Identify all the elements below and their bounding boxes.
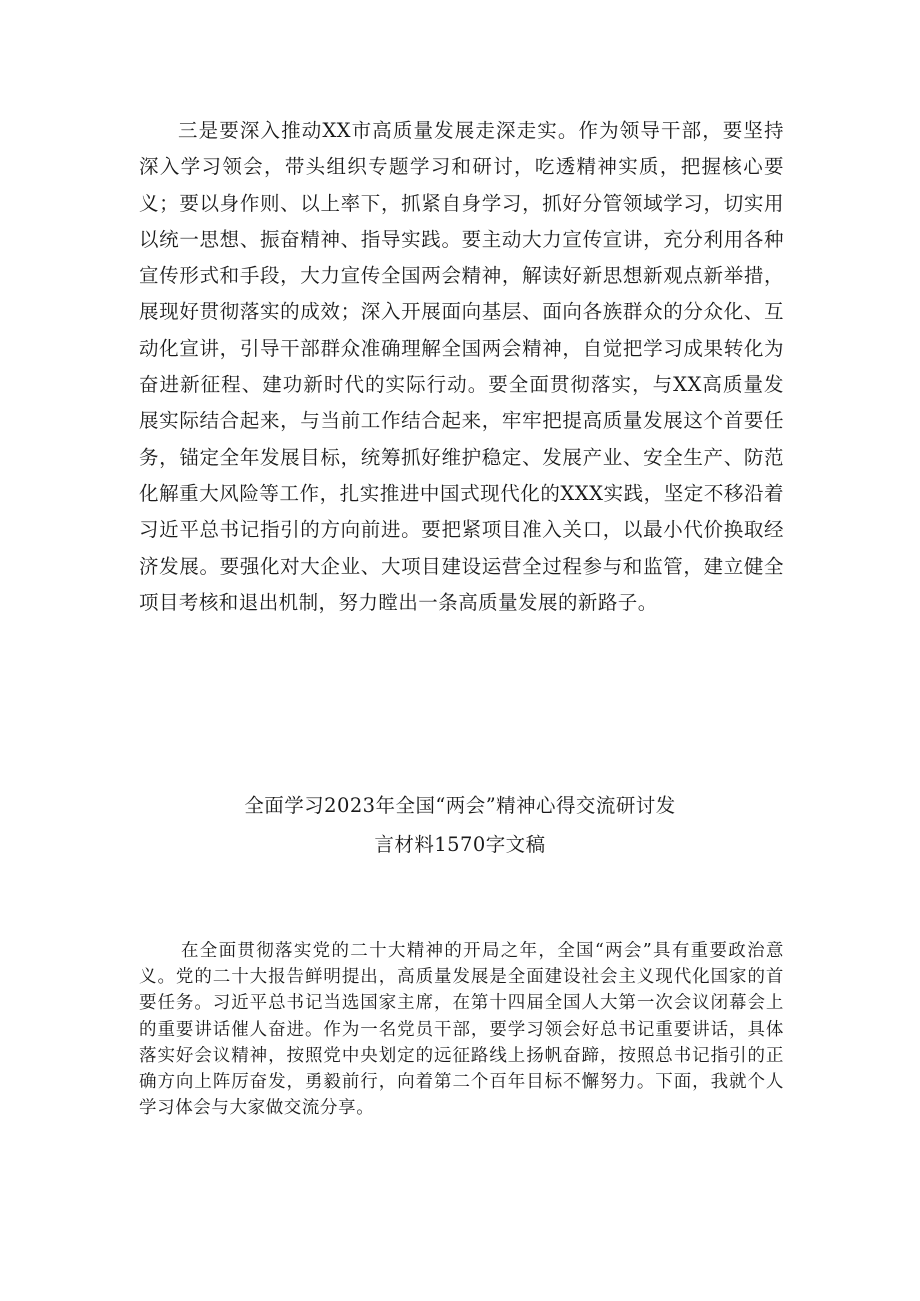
body-paragraph: 三是要深入推动XX市高质量发展走深走实。作为领导干部，要坚持深入学习领会，带头组织专题学习和研讨，吃透精神实质，把握核心要义；要以身作则、以上率下，抓紧自身学习，抓好分管领域学习，切实用以统一思想、振奋精神、指导实践。要主动大力宣传宣讲，充分利用各种宣传形式和手段，大力宣传全国两会精神，解读好新思想新观点新举措，展现好贯彻落实的成效；深入开展面向基层、面向各族群众的分众化、互动化宣讲，引导干部群众准确理解全国两会精神，自觉把学习成果转化为奋进新征程、建功新时代的实际行动。要全面贯彻落实，与XX高质量发展实际结合起来，与当前工作结合起来，牢牢把提高质量发展这个首要任务，锚定全年发展目标，统筹抓好维护稳定、发展产业、安全生产、防范化解重大风险等工作，扎实推进中国式现代化的XXX实践，坚定不移沿着习近平总书记指引的方向前进。要把紧项目准入关口，以最小代价换取经济发展。要强化对大企业、大项目建设运营全过程参与和监管，建立健全项目考核和退出机制，努力瞠出一条高质量发展的新路子。	[139, 119, 784, 614]
intro-paragraph: 在全面贯彻落实党的二十大精神的开局之年，全国“两会”具有重要政治意义。党的二十大报告鲜明提出，高质量发展是全面建设社会主义现代化国家的首要任务。习近平总书记当选国家主席，在第十四届全国人大第一次会议闭幕会上的重要讲话催人奋进。作为一名党员干部，要学习领会好总书记重要讲话，具体落实好会议精神，按照党中央划定的远征路线上扬帆奋蹄，按照总书记指引的正确方向上阵厉奋发，勇毅前行，向着第二个百年目标不懈努力。下面，我就个人学习体会与大家做交流分享。	[139, 941, 784, 1119]
title-line-1: 全面学习2023年全国“两会”精神心得交流研讨发	[244, 794, 676, 817]
title-line-2: 言材料1570字文稿	[374, 833, 546, 856]
document-title	[150, 786, 770, 864]
